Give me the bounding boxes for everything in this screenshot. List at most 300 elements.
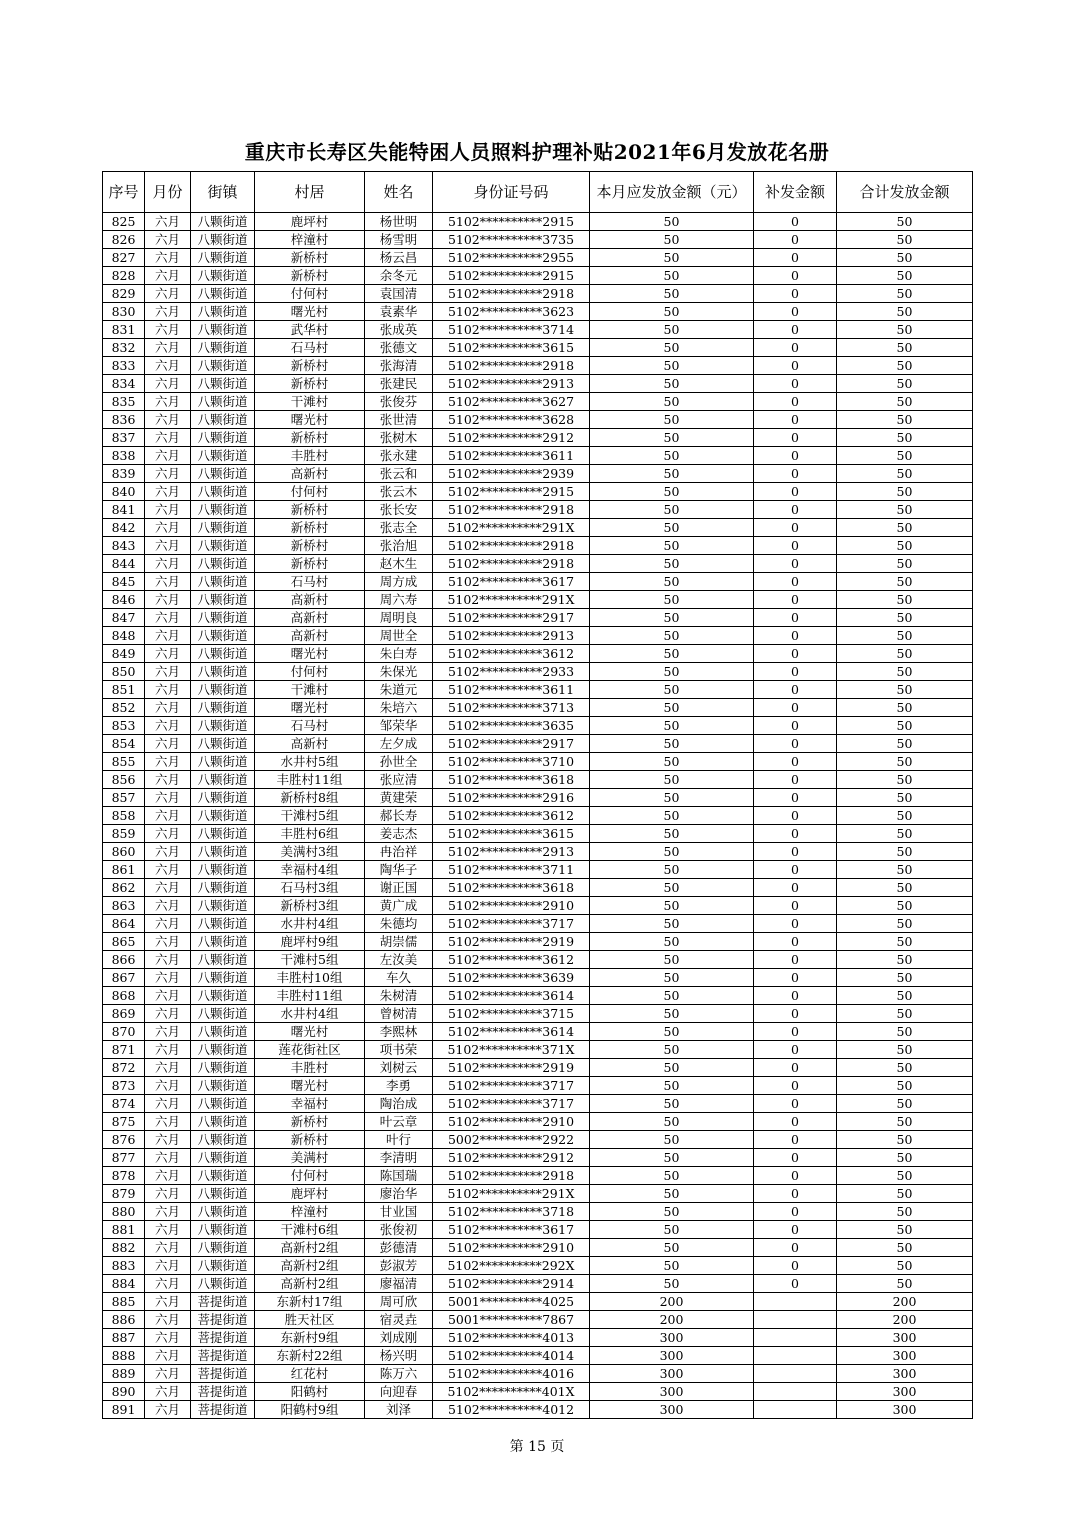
cell-street: 菩提街道 (191, 1365, 255, 1383)
cell-amount-due: 50 (590, 357, 754, 375)
cell-seq: 859 (103, 825, 145, 843)
cell-total: 50 (837, 411, 973, 429)
cell-name: 刘成刚 (365, 1329, 433, 1347)
cell-name: 陶治成 (365, 1095, 433, 1113)
cell-id: 5102**********3614 (433, 1023, 590, 1041)
table-row (103, 843, 973, 861)
cell-name: 张应清 (365, 771, 433, 789)
cell-id: 5102**********371X (433, 1041, 590, 1059)
cell-seq: 845 (103, 573, 145, 591)
cell-month: 六月 (145, 699, 191, 717)
col-header-village: 村居 (255, 172, 365, 213)
cell-seq: 830 (103, 303, 145, 321)
cell-street: 菩提街道 (191, 1383, 255, 1401)
cell-id: 5102**********3617 (433, 573, 590, 591)
col-header-supplement: 补发金额 (754, 172, 837, 213)
cell-id: 5102**********3617 (433, 1221, 590, 1239)
cell-total: 50 (837, 987, 973, 1005)
cell-total: 50 (837, 447, 973, 465)
col-header-seq: 序号 (103, 172, 145, 213)
cell-total: 50 (837, 645, 973, 663)
cell-total: 50 (837, 1059, 973, 1077)
cell-seq: 842 (103, 519, 145, 537)
cell-amount-due: 50 (590, 1149, 754, 1167)
cell-total: 50 (837, 339, 973, 357)
cell-village: 美满村 (255, 1149, 365, 1167)
page-title: 重庆市长寿区失能特困人员照料护理补贴2021年6月发放花名册 (244, 140, 830, 164)
cell-total: 50 (837, 681, 973, 699)
cell-id: 5102**********2917 (433, 609, 590, 627)
cell-street: 八颗街道 (191, 285, 255, 303)
cell-month: 六月 (145, 627, 191, 645)
cell-street: 八颗街道 (191, 1095, 255, 1113)
cell-amount-due: 50 (590, 375, 754, 393)
cell-month: 六月 (145, 681, 191, 699)
cell-seq: 891 (103, 1401, 145, 1419)
table-row (103, 1059, 973, 1077)
cell-name: 陶华子 (365, 861, 433, 879)
cell-seq: 851 (103, 681, 145, 699)
cell-street: 八颗街道 (191, 1113, 255, 1131)
cell-total: 50 (837, 1239, 973, 1257)
cell-total: 50 (837, 609, 973, 627)
cell-month: 六月 (145, 1005, 191, 1023)
cell-supplement (754, 1329, 837, 1347)
cell-amount-due: 50 (590, 447, 754, 465)
cell-seq: 863 (103, 897, 145, 915)
cell-village: 新桥村 (255, 1131, 365, 1149)
cell-street: 八颗街道 (191, 1059, 255, 1077)
table-row (103, 1131, 973, 1149)
cell-seq: 836 (103, 411, 145, 429)
table-row (103, 825, 973, 843)
cell-amount-due: 50 (590, 429, 754, 447)
cell-name: 张俊初 (365, 1221, 433, 1239)
cell-village: 鹿坪村 (255, 213, 365, 231)
cell-id: 5001**********4025 (433, 1293, 590, 1311)
cell-total: 300 (837, 1365, 973, 1383)
cell-village: 高新村 (255, 591, 365, 609)
cell-month: 六月 (145, 1239, 191, 1257)
table-row (103, 213, 973, 231)
cell-amount-due: 300 (590, 1347, 754, 1365)
table-row (103, 735, 973, 753)
cell-amount-due: 50 (590, 1059, 754, 1077)
cell-amount-due: 50 (590, 213, 754, 231)
cell-seq: 868 (103, 987, 145, 1005)
cell-village: 石马村 (255, 717, 365, 735)
cell-total: 50 (837, 825, 973, 843)
cell-supplement: 0 (754, 393, 837, 411)
table-row (103, 1293, 973, 1311)
page-number: 第 15 页 (509, 1439, 565, 1455)
cell-amount-due: 200 (590, 1293, 754, 1311)
cell-street: 八颗街道 (191, 267, 255, 285)
cell-supplement: 0 (754, 555, 837, 573)
cell-seq: 856 (103, 771, 145, 789)
cell-month: 六月 (145, 213, 191, 231)
cell-id: 5102**********3615 (433, 339, 590, 357)
cell-id: 5102**********3715 (433, 1005, 590, 1023)
cell-amount-due: 50 (590, 861, 754, 879)
table-row (103, 627, 973, 645)
cell-supplement: 0 (754, 681, 837, 699)
cell-month: 六月 (145, 933, 191, 951)
cell-village: 曙光村 (255, 1077, 365, 1095)
cell-street: 菩提街道 (191, 1347, 255, 1365)
cell-village: 东新村9组 (255, 1329, 365, 1347)
cell-name: 朱培六 (365, 699, 433, 717)
table-row (103, 1149, 973, 1167)
cell-village: 曙光村 (255, 411, 365, 429)
cell-seq: 841 (103, 501, 145, 519)
cell-street: 八颗街道 (191, 537, 255, 555)
cell-id: 5102**********3627 (433, 393, 590, 411)
cell-village: 幸福村4组 (255, 861, 365, 879)
cell-id: 5102**********291X (433, 591, 590, 609)
cell-month: 六月 (145, 717, 191, 735)
cell-street: 八颗街道 (191, 987, 255, 1005)
cell-month: 六月 (145, 825, 191, 843)
cell-month: 六月 (145, 861, 191, 879)
cell-street: 八颗街道 (191, 699, 255, 717)
cell-village: 新桥村 (255, 267, 365, 285)
cell-seq: 843 (103, 537, 145, 555)
cell-month: 六月 (145, 771, 191, 789)
cell-street: 八颗街道 (191, 789, 255, 807)
cell-street: 菩提街道 (191, 1293, 255, 1311)
cell-seq: 855 (103, 753, 145, 771)
cell-id: 5102**********3618 (433, 879, 590, 897)
cell-total: 300 (837, 1383, 973, 1401)
cell-amount-due: 50 (590, 609, 754, 627)
cell-seq: 878 (103, 1167, 145, 1185)
cell-amount-due: 50 (590, 393, 754, 411)
cell-id: 5102**********2919 (433, 1059, 590, 1077)
cell-id: 5102**********3711 (433, 861, 590, 879)
cell-id: 5001**********7867 (433, 1311, 590, 1329)
cell-seq: 866 (103, 951, 145, 969)
cell-street: 八颗街道 (191, 429, 255, 447)
table-row (103, 1005, 973, 1023)
cell-id: 5102**********2915 (433, 267, 590, 285)
table-row (103, 519, 973, 537)
cell-amount-due: 50 (590, 1023, 754, 1041)
cell-id: 5102**********3612 (433, 807, 590, 825)
cell-name: 孙世全 (365, 753, 433, 771)
table-row (103, 501, 973, 519)
cell-street: 八颗街道 (191, 375, 255, 393)
cell-name: 左汝美 (365, 951, 433, 969)
cell-seq: 880 (103, 1203, 145, 1221)
cell-seq: 872 (103, 1059, 145, 1077)
table-row (103, 411, 973, 429)
cell-amount-due: 50 (590, 753, 754, 771)
cell-name: 李熙林 (365, 1023, 433, 1041)
cell-month: 六月 (145, 1347, 191, 1365)
cell-seq: 871 (103, 1041, 145, 1059)
cell-name: 张云木 (365, 483, 433, 501)
cell-amount-due: 50 (590, 897, 754, 915)
cell-month: 六月 (145, 537, 191, 555)
cell-name: 张树木 (365, 429, 433, 447)
cell-month: 六月 (145, 591, 191, 609)
cell-id: 5102**********3614 (433, 987, 590, 1005)
cell-supplement: 0 (754, 843, 837, 861)
cell-seq: 861 (103, 861, 145, 879)
cell-street: 八颗街道 (191, 1023, 255, 1041)
table-row (103, 591, 973, 609)
cell-seq: 883 (103, 1257, 145, 1275)
cell-street: 八颗街道 (191, 879, 255, 897)
table-row (103, 1167, 973, 1185)
cell-street: 八颗街道 (191, 843, 255, 861)
cell-id: 5102**********3714 (433, 321, 590, 339)
cell-name: 杨世明 (365, 213, 433, 231)
cell-total: 50 (837, 951, 973, 969)
cell-seq: 870 (103, 1023, 145, 1041)
cell-total: 50 (837, 753, 973, 771)
cell-village: 石马村3组 (255, 879, 365, 897)
cell-seq: 864 (103, 915, 145, 933)
cell-id: 5102**********2916 (433, 789, 590, 807)
cell-id: 5102**********3639 (433, 969, 590, 987)
cell-supplement: 0 (754, 1257, 837, 1275)
cell-name: 叶行 (365, 1131, 433, 1149)
table-row (103, 789, 973, 807)
cell-month: 六月 (145, 987, 191, 1005)
cell-id: 5102**********292X (433, 1257, 590, 1275)
cell-supplement: 0 (754, 717, 837, 735)
cell-id: 5102**********2933 (433, 663, 590, 681)
table-row (103, 465, 973, 483)
table-row (103, 375, 973, 393)
cell-month: 六月 (145, 393, 191, 411)
cell-seq: 835 (103, 393, 145, 411)
cell-street: 八颗街道 (191, 645, 255, 663)
cell-name: 朱德均 (365, 915, 433, 933)
table-row (103, 897, 973, 915)
cell-seq: 876 (103, 1131, 145, 1149)
table-row (103, 609, 973, 627)
cell-seq: 877 (103, 1149, 145, 1167)
cell-name: 刘树云 (365, 1059, 433, 1077)
cell-month: 六月 (145, 1401, 191, 1419)
cell-total: 50 (837, 969, 973, 987)
cell-name: 刘泽 (365, 1401, 433, 1419)
cell-name: 张永建 (365, 447, 433, 465)
cell-street: 八颗街道 (191, 339, 255, 357)
cell-supplement: 0 (754, 1221, 837, 1239)
cell-street: 八颗街道 (191, 627, 255, 645)
cell-seq: 882 (103, 1239, 145, 1257)
cell-supplement: 0 (754, 1167, 837, 1185)
cell-seq: 829 (103, 285, 145, 303)
cell-name: 张治旭 (365, 537, 433, 555)
cell-id: 5102**********3717 (433, 915, 590, 933)
cell-name: 张海清 (365, 357, 433, 375)
cell-street: 八颗街道 (191, 681, 255, 699)
cell-street: 八颗街道 (191, 915, 255, 933)
cell-month: 六月 (145, 321, 191, 339)
cell-seq: 869 (103, 1005, 145, 1023)
cell-seq: 853 (103, 717, 145, 735)
cell-amount-due: 50 (590, 1113, 754, 1131)
cell-supplement (754, 1347, 837, 1365)
cell-month: 六月 (145, 663, 191, 681)
cell-amount-due: 50 (590, 411, 754, 429)
cell-amount-due: 300 (590, 1365, 754, 1383)
cell-amount-due: 50 (590, 231, 754, 249)
cell-street: 八颗街道 (191, 951, 255, 969)
cell-supplement: 0 (754, 861, 837, 879)
cell-village: 新桥村 (255, 357, 365, 375)
cell-name: 张成英 (365, 321, 433, 339)
cell-id: 5102**********3717 (433, 1095, 590, 1113)
table-row (103, 393, 973, 411)
cell-name: 朱保光 (365, 663, 433, 681)
table-row (103, 915, 973, 933)
cell-supplement: 0 (754, 699, 837, 717)
cell-village: 丰胜村11组 (255, 771, 365, 789)
table-row (103, 429, 973, 447)
cell-id: 5102**********2913 (433, 627, 590, 645)
cell-month: 六月 (145, 897, 191, 915)
cell-month: 六月 (145, 951, 191, 969)
table-row (103, 951, 973, 969)
cell-seq: 846 (103, 591, 145, 609)
table-row (103, 1257, 973, 1275)
cell-id: 5102**********2910 (433, 1239, 590, 1257)
cell-village: 丰胜村10组 (255, 969, 365, 987)
cell-total: 50 (837, 915, 973, 933)
cell-total: 300 (837, 1347, 973, 1365)
cell-name: 郝长寿 (365, 807, 433, 825)
cell-village: 丰胜村11组 (255, 987, 365, 1005)
cell-month: 六月 (145, 969, 191, 987)
cell-amount-due: 50 (590, 339, 754, 357)
cell-name: 彭德清 (365, 1239, 433, 1257)
cell-village: 石马村 (255, 339, 365, 357)
cell-supplement: 0 (754, 465, 837, 483)
cell-seq: 888 (103, 1347, 145, 1365)
cell-name: 袁国清 (365, 285, 433, 303)
cell-id: 5102**********2919 (433, 933, 590, 951)
cell-street: 八颗街道 (191, 1203, 255, 1221)
cell-month: 六月 (145, 915, 191, 933)
cell-total: 50 (837, 1149, 973, 1167)
cell-village: 新桥村 (255, 519, 365, 537)
table-row (103, 933, 973, 951)
cell-total: 300 (837, 1329, 973, 1347)
cell-village: 高新村2组 (255, 1257, 365, 1275)
table-row (103, 969, 973, 987)
cell-supplement (754, 1365, 837, 1383)
cell-seq: 852 (103, 699, 145, 717)
cell-street: 八颗街道 (191, 465, 255, 483)
cell-seq: 827 (103, 249, 145, 267)
cell-street: 八颗街道 (191, 735, 255, 753)
cell-name: 彭淑芳 (365, 1257, 433, 1275)
cell-name: 邹荣华 (365, 717, 433, 735)
cell-village: 东新村22组 (255, 1347, 365, 1365)
table-row (103, 861, 973, 879)
cell-seq: 884 (103, 1275, 145, 1293)
cell-total: 50 (837, 591, 973, 609)
cell-total: 50 (837, 1275, 973, 1293)
cell-village: 新桥村 (255, 537, 365, 555)
cell-amount-due: 50 (590, 483, 754, 501)
cell-supplement: 0 (754, 825, 837, 843)
cell-amount-due: 50 (590, 1167, 754, 1185)
table-row (103, 753, 973, 771)
cell-name: 项书荣 (365, 1041, 433, 1059)
cell-month: 六月 (145, 1023, 191, 1041)
cell-amount-due: 50 (590, 249, 754, 267)
header-row (103, 172, 973, 213)
table-row (103, 1041, 973, 1059)
cell-total: 50 (837, 285, 973, 303)
cell-supplement: 0 (754, 897, 837, 915)
cell-seq: 828 (103, 267, 145, 285)
table-row (103, 1023, 973, 1041)
table-row (103, 1401, 973, 1419)
cell-id: 5102**********2910 (433, 897, 590, 915)
cell-month: 六月 (145, 303, 191, 321)
cell-id: 5102**********3710 (433, 753, 590, 771)
cell-amount-due: 50 (590, 879, 754, 897)
cell-total: 50 (837, 1023, 973, 1041)
cell-month: 六月 (145, 1131, 191, 1149)
cell-street: 八颗街道 (191, 213, 255, 231)
cell-street: 菩提街道 (191, 1311, 255, 1329)
cell-total: 50 (837, 861, 973, 879)
cell-seq: 875 (103, 1113, 145, 1131)
table-row (103, 1221, 973, 1239)
cell-amount-due: 200 (590, 1311, 754, 1329)
cell-total: 50 (837, 1203, 973, 1221)
cell-total: 50 (837, 393, 973, 411)
cell-seq: 890 (103, 1383, 145, 1401)
cell-month: 六月 (145, 789, 191, 807)
cell-amount-due: 50 (590, 573, 754, 591)
cell-seq: 862 (103, 879, 145, 897)
table-body (103, 213, 973, 1419)
cell-id: 5102**********3635 (433, 717, 590, 735)
table-row (103, 681, 973, 699)
cell-seq: 858 (103, 807, 145, 825)
cell-total: 50 (837, 843, 973, 861)
cell-seq: 838 (103, 447, 145, 465)
cell-supplement: 0 (754, 771, 837, 789)
cell-month: 六月 (145, 465, 191, 483)
cell-total: 50 (837, 735, 973, 753)
cell-supplement: 0 (754, 519, 837, 537)
cell-total: 50 (837, 897, 973, 915)
cell-seq: 831 (103, 321, 145, 339)
cell-name: 袁素华 (365, 303, 433, 321)
cell-village: 胜天社区 (255, 1311, 365, 1329)
cell-total: 50 (837, 1185, 973, 1203)
table-row (103, 1077, 973, 1095)
cell-street: 八颗街道 (191, 807, 255, 825)
cell-name: 张俊芬 (365, 393, 433, 411)
cell-amount-due: 50 (590, 663, 754, 681)
cell-total: 50 (837, 519, 973, 537)
cell-id: 5102**********2910 (433, 1113, 590, 1131)
cell-village: 新桥村 (255, 429, 365, 447)
cell-supplement: 0 (754, 339, 837, 357)
